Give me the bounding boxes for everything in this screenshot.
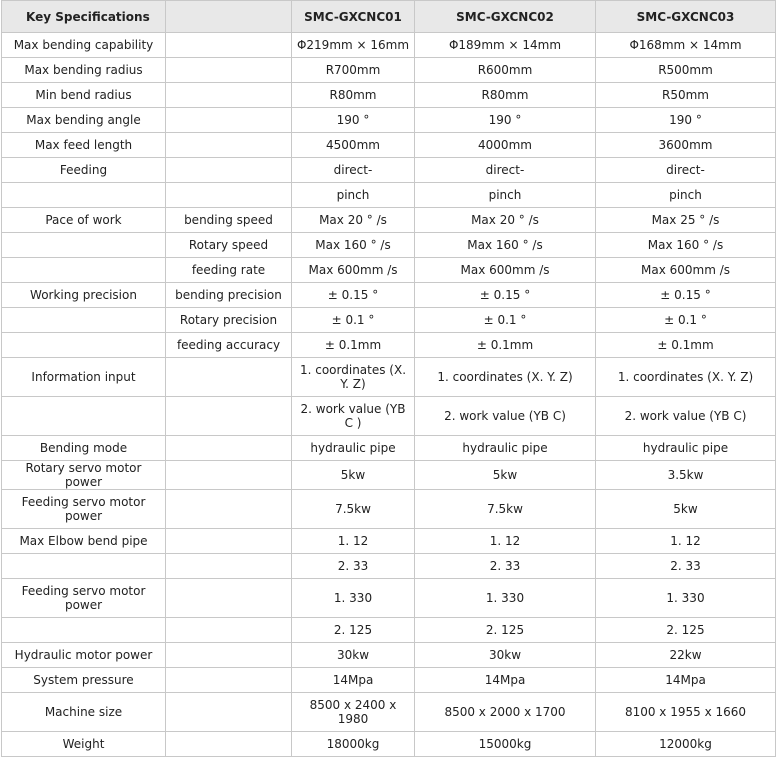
row-label-cell xyxy=(2,554,166,579)
row-label-cell: Max Elbow bend pipe xyxy=(2,529,166,554)
row-sublabel-cell xyxy=(166,668,292,693)
row-sublabel-cell xyxy=(166,33,292,58)
row-label-cell xyxy=(2,183,166,208)
row-sublabel-cell xyxy=(166,158,292,183)
table-row xyxy=(2,158,776,183)
model-header: SMC-GXCNC02 xyxy=(415,1,596,33)
row-label-cell: Bending mode xyxy=(2,436,166,461)
value-cell: hydraulic pipe xyxy=(596,436,776,461)
value-cell: 2. 125 xyxy=(415,618,596,643)
table-row xyxy=(2,133,776,158)
row-label-cell xyxy=(2,333,166,358)
table-row xyxy=(2,358,776,397)
row-label-cell: Max bending angle xyxy=(2,108,166,133)
header-row xyxy=(2,1,776,33)
row-label-cell: Max bending capability xyxy=(2,33,166,58)
table-row xyxy=(2,618,776,643)
value-cell: Max 20 ° /s xyxy=(415,208,596,233)
row-sublabel-cell xyxy=(166,732,292,757)
value-cell: 3.5kw xyxy=(596,461,776,490)
table-row xyxy=(2,436,776,461)
value-cell: 2. 33 xyxy=(596,554,776,579)
row-label-cell: Working precision xyxy=(2,283,166,308)
value-cell: R600mm xyxy=(415,58,596,83)
row-label-cell xyxy=(2,397,166,436)
table-row xyxy=(2,643,776,668)
row-label-cell: Information input xyxy=(2,358,166,397)
row-label-cell: Hydraulic motor power xyxy=(2,643,166,668)
value-cell: 1. 330 xyxy=(292,579,415,618)
row-sublabel-cell xyxy=(166,358,292,397)
value-cell: 4500mm xyxy=(292,133,415,158)
value-cell: 18000kg xyxy=(292,732,415,757)
row-sublabel-cell: Rotary speed xyxy=(166,233,292,258)
row-label-cell xyxy=(2,233,166,258)
value-cell: 7.5kw xyxy=(292,490,415,529)
row-label-cell: Max bending radius xyxy=(2,58,166,83)
value-cell: Max 160 ° /s xyxy=(596,233,776,258)
table-row xyxy=(2,283,776,308)
value-cell: 1. coordinates (X. Y. Z) xyxy=(415,358,596,397)
value-cell: ± 0.1mm xyxy=(596,333,776,358)
table-row xyxy=(2,33,776,58)
row-label-cell: Machine size xyxy=(2,693,166,732)
table-row xyxy=(2,308,776,333)
value-cell: 190 ° xyxy=(292,108,415,133)
value-cell: 1. 330 xyxy=(415,579,596,618)
value-cell: direct- xyxy=(415,158,596,183)
row-sublabel-cell: bending precision xyxy=(166,283,292,308)
value-cell: 5kw xyxy=(596,490,776,529)
value-cell: 14Mpa xyxy=(596,668,776,693)
value-cell: 8500 x 2000 x 1700 xyxy=(415,693,596,732)
table-row xyxy=(2,58,776,83)
row-sublabel-cell xyxy=(166,58,292,83)
row-label-cell xyxy=(2,258,166,283)
row-sublabel-cell xyxy=(166,436,292,461)
row-sublabel-cell xyxy=(166,529,292,554)
value-cell: ± 0.15 ° xyxy=(292,283,415,308)
row-sublabel-cell xyxy=(166,490,292,529)
value-cell: 2. work value (YB C) xyxy=(596,397,776,436)
value-cell: 1. coordinates (X. Y. Z) xyxy=(596,358,776,397)
value-cell: Φ219mm × 16mm xyxy=(292,33,415,58)
table-row xyxy=(2,208,776,233)
value-cell: 1. coordinates (X. Y. Z) xyxy=(292,358,415,397)
table-row xyxy=(2,732,776,757)
table-row xyxy=(2,108,776,133)
table-row xyxy=(2,333,776,358)
value-cell: 30kw xyxy=(292,643,415,668)
value-cell: 7.5kw xyxy=(415,490,596,529)
row-sublabel-cell: feeding accuracy xyxy=(166,333,292,358)
table-row xyxy=(2,83,776,108)
value-cell: 1. 330 xyxy=(596,579,776,618)
header-blank-cell xyxy=(166,1,292,33)
value-cell: direct- xyxy=(596,158,776,183)
value-cell: 2. work value (YB C) xyxy=(415,397,596,436)
value-cell: 1. 12 xyxy=(596,529,776,554)
value-cell: Max 160 ° /s xyxy=(292,233,415,258)
value-cell: pinch xyxy=(415,183,596,208)
value-cell: 5kw xyxy=(415,461,596,490)
value-cell: Max 20 ° /s xyxy=(292,208,415,233)
value-cell: R50mm xyxy=(596,83,776,108)
value-cell: 14Mpa xyxy=(292,668,415,693)
row-sublabel-cell xyxy=(166,554,292,579)
row-label-cell: Max feed length xyxy=(2,133,166,158)
value-cell: Φ189mm × 14mm xyxy=(415,33,596,58)
value-cell: 1. 12 xyxy=(292,529,415,554)
value-cell: R80mm xyxy=(415,83,596,108)
value-cell: direct- xyxy=(292,158,415,183)
value-cell: R500mm xyxy=(596,58,776,83)
value-cell: 8500 x 2400 x 1980 xyxy=(292,693,415,732)
row-sublabel-cell xyxy=(166,83,292,108)
row-sublabel-cell xyxy=(166,693,292,732)
row-label-cell: Rotary servo motor power xyxy=(2,461,166,490)
row-label-cell: Feeding servo motor power xyxy=(2,490,166,529)
row-sublabel-cell xyxy=(166,618,292,643)
model-header: SMC-GXCNC01 xyxy=(292,1,415,33)
value-cell: ± 0.15 ° xyxy=(596,283,776,308)
value-cell: 22kw xyxy=(596,643,776,668)
table-row xyxy=(2,693,776,732)
row-label-cell: System pressure xyxy=(2,668,166,693)
model-header: SMC-GXCNC03 xyxy=(596,1,776,33)
value-cell: 190 ° xyxy=(596,108,776,133)
value-cell: 15000kg xyxy=(415,732,596,757)
value-cell: Max 600mm /s xyxy=(596,258,776,283)
table-row xyxy=(2,258,776,283)
row-sublabel-cell xyxy=(166,183,292,208)
value-cell: 2. 125 xyxy=(292,618,415,643)
row-label-cell: Feeding servo motor power xyxy=(2,579,166,618)
value-cell: 30kw xyxy=(415,643,596,668)
row-sublabel-cell xyxy=(166,579,292,618)
value-cell: 4000mm xyxy=(415,133,596,158)
value-cell: Φ168mm × 14mm xyxy=(596,33,776,58)
value-cell: 3600mm xyxy=(596,133,776,158)
row-sublabel-cell: bending speed xyxy=(166,208,292,233)
value-cell: Max 160 ° /s xyxy=(415,233,596,258)
value-cell: ± 0.15 ° xyxy=(415,283,596,308)
table-row xyxy=(2,668,776,693)
value-cell: pinch xyxy=(596,183,776,208)
value-cell: 2. work value (YB C ) xyxy=(292,397,415,436)
value-cell: 190 ° xyxy=(415,108,596,133)
row-label-cell: Min bend radius xyxy=(2,83,166,108)
value-cell: ± 0.1 ° xyxy=(292,308,415,333)
row-sublabel-cell xyxy=(166,461,292,490)
table-row xyxy=(2,554,776,579)
row-label-cell xyxy=(2,308,166,333)
value-cell: pinch xyxy=(292,183,415,208)
table-row xyxy=(2,183,776,208)
value-cell: hydraulic pipe xyxy=(292,436,415,461)
value-cell: 2. 33 xyxy=(292,554,415,579)
value-cell: 12000kg xyxy=(596,732,776,757)
specifications-table xyxy=(1,0,776,757)
table-row xyxy=(2,579,776,618)
value-cell: Max 600mm /s xyxy=(415,258,596,283)
value-cell: 14Mpa xyxy=(415,668,596,693)
value-cell: hydraulic pipe xyxy=(415,436,596,461)
row-sublabel-cell xyxy=(166,643,292,668)
value-cell: 2. 33 xyxy=(415,554,596,579)
row-sublabel-cell xyxy=(166,397,292,436)
row-sublabel-cell xyxy=(166,133,292,158)
row-sublabel-cell: feeding rate xyxy=(166,258,292,283)
row-label-cell xyxy=(2,618,166,643)
value-cell: 5kw xyxy=(292,461,415,490)
row-label-cell: Pace of work xyxy=(2,208,166,233)
value-cell: 2. 125 xyxy=(596,618,776,643)
value-cell: ± 0.1mm xyxy=(415,333,596,358)
value-cell: Max 600mm /s xyxy=(292,258,415,283)
table-row xyxy=(2,233,776,258)
table-row xyxy=(2,397,776,436)
table-row xyxy=(2,490,776,529)
value-cell: 1. 12 xyxy=(415,529,596,554)
value-cell: ± 0.1 ° xyxy=(596,308,776,333)
row-label-cell: Feeding xyxy=(2,158,166,183)
table-row xyxy=(2,529,776,554)
table-title: Key Specifications xyxy=(2,1,166,33)
row-label-cell: Weight xyxy=(2,732,166,757)
value-cell: ± 0.1mm xyxy=(292,333,415,358)
value-cell: ± 0.1 ° xyxy=(415,308,596,333)
value-cell: R700mm xyxy=(292,58,415,83)
spec-body xyxy=(2,33,776,757)
value-cell: Max 25 ° /s xyxy=(596,208,776,233)
row-sublabel-cell: Rotary precision xyxy=(166,308,292,333)
value-cell: R80mm xyxy=(292,83,415,108)
table-row xyxy=(2,461,776,490)
value-cell: 8100 x 1955 x 1660 xyxy=(596,693,776,732)
row-sublabel-cell xyxy=(166,108,292,133)
